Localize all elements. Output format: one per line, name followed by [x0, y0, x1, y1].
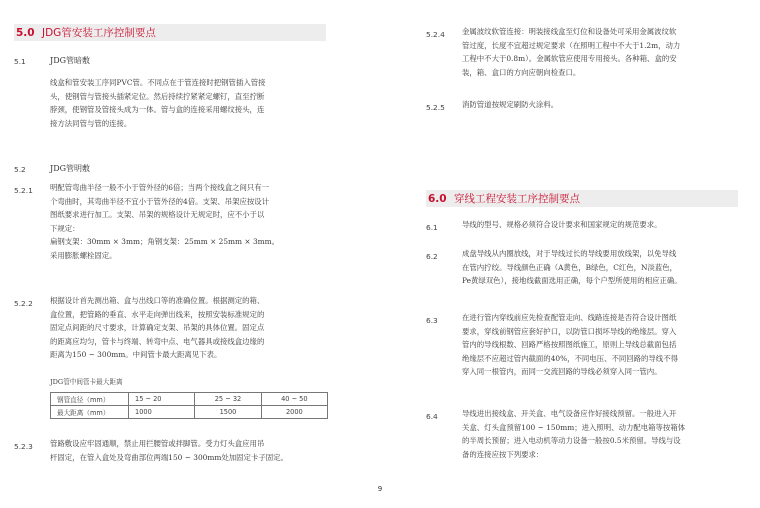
item-number: 6.2 [426, 252, 438, 261]
text-line: 导线进出接线盒、开关盒、电气设备应作好接线预留。一般进入开 [462, 409, 677, 418]
text-line: 导线的型号、规格必须符合设计要求和国家规定的规范要求。 [462, 220, 662, 229]
table-cell: 钢管直径（mm） [51, 393, 129, 406]
table-cell: 2000 [261, 406, 327, 419]
item-number: 5.2.1 [14, 186, 33, 195]
text-line: 接方法同管与管的连接。 [50, 118, 132, 128]
text-line: 绝缘层不应超过管内截面的40%，不同电压、不同回路的导线不得 [462, 353, 678, 363]
text-line: 根据设计首先测出箱、盒与出线口等的准确位置。根据测定的箱、 [50, 296, 265, 305]
text-line: 杆固定，在管入盒处及弯曲部位两端150 ~ 300mm处加固定卡子固定。 [50, 452, 288, 462]
text-line: 明配管弯曲半径一般不小于管外径的6倍；当两个接线盒之间只有一 [50, 183, 270, 192]
item-title: JDG管明敷 [50, 164, 91, 173]
text-line: 在管内拧绞。导线颜色正确（A黄色，B绿色，C红色，N淡蓝色， [462, 262, 678, 272]
table-row [51, 406, 328, 419]
table-cell: 40 ~ 50 [261, 393, 327, 406]
text-line: 金属波纹软管连接：明装接线盒至灯位和设备处可采用金属波纹软 [462, 27, 677, 36]
table-title: JDG管中间管卡最大距离 [50, 378, 123, 386]
text-line: 盒位置，把管路的垂直、水平走向弹出线来，按照安装标准规定的 [50, 309, 265, 319]
page-number: 9 [377, 485, 383, 493]
text-line: 备的连接应按下列要求： [462, 449, 544, 459]
text-line: 关盒、灯头盒预留100 ~ 150mm；进入照明、动力配电箱等按箱体 [462, 422, 686, 432]
text-line: 固定点间距的尺寸要求，计算确定支架、吊架的具体位置。固定点 [50, 323, 265, 333]
item-number: 5.2.5 [426, 103, 445, 112]
text-line: 头，使钢管与管接头插紧定位。然后持续拧紧紧定螺钉，直至拧断 [50, 91, 265, 101]
item-title: JDG管暗敷 [50, 56, 91, 65]
text-line: Pe黄绿双色），接地线截面选用正确，每个户型所使用的相应正确。 [462, 276, 682, 286]
table-row [51, 393, 328, 406]
section-6-title: 穿线工程安装工序控制要点 [454, 193, 580, 205]
table-cell: 25 ~ 32 [195, 393, 261, 406]
item-number: 6.4 [426, 412, 438, 421]
text-line: 脖颈，使钢管及管接头成为一体。管与盒的连接采用螺纹接头，连 [50, 105, 265, 115]
text-line: 工程中不大于0.8m）。金属软管应使用专用接头。各种箱、盒的安 [462, 54, 677, 64]
text-line: 个弯曲时，其弯曲半径不宜小于管外径的4倍。支架、吊架应按设计 [50, 196, 270, 206]
section-5-header [14, 24, 326, 41]
text-line: 线盒和管安装工序同PVC管。不同点在于管连接时把钢管插入管接 [50, 78, 266, 87]
text-line: 扁钢支架：30mm × 3mm；角钢支架：25mm × 25mm × 3mm。 [50, 237, 280, 247]
table-cell: 15 ~ 20 [129, 393, 195, 406]
item-number: 5.2.2 [14, 299, 33, 308]
spacing-table [50, 392, 328, 419]
table-cell: 1500 [195, 406, 261, 419]
text-line: 下规定： [50, 223, 80, 233]
text-line: 在进行管内穿线前应先检查配管走向、线路连接是否符合设计图纸 [462, 313, 677, 322]
item-number: 5.1 [14, 57, 26, 66]
table-cell: 最大距离（mm） [51, 406, 129, 419]
text-line: 距离为150 ~ 300mm。中间管卡最大距离见下表。 [50, 350, 222, 360]
text-line: 消防管道按规定刷防火涂料。 [462, 100, 559, 109]
item-number: 5.2.4 [426, 30, 445, 39]
text-line: 管过度，长度不宜超过规定要求（在照明工程中不大于1.2m，动力 [462, 40, 681, 50]
text-line: 管内的导线根数、回路严格按照图纸施工，原则上导线总截面包括 [462, 340, 677, 350]
item-number: 5.2 [14, 165, 26, 174]
section-6-header [426, 190, 738, 207]
section-5-title: JDG管安装工序控制要点 [42, 27, 156, 39]
text-line: 管路敷设应牢固通顺，禁止用拦腰管或拌脚管。受力灯头盒应用吊 [50, 439, 265, 448]
text-line: 成盘导线从内圈放线，对于导线过长的导线要用放线架，以免导线 [462, 249, 677, 258]
paragraph-5-1 [50, 76, 350, 130]
text-line: 要求，穿线前钢管应套好护口，以防管口损坏导线的绝缘层。穿入 [462, 326, 677, 336]
text-line: 的半周长预留；进入电动机等动力设备一般按0.5米预留。导线与设 [462, 436, 681, 446]
item-number: 6.1 [426, 223, 438, 232]
section-6-number: 6.0 [428, 192, 447, 205]
text-line: 采用膨胀螺栓固定。 [50, 250, 117, 260]
text-line: 的距离应均匀，管卡与终端、转弯中点、电气器具或接线盒边缘的 [50, 336, 265, 346]
section-5-number: 5.0 [16, 26, 35, 39]
item-number: 6.3 [426, 316, 438, 325]
table-cell: 1000 [129, 406, 195, 419]
item-number: 5.2.3 [14, 442, 33, 451]
text-line: 装，箱、盒口的方向应朝向检查口。 [462, 67, 581, 77]
text-line: 图纸要求进行加工。支架、吊架的规格设计无规定时，应不小于以 [50, 210, 265, 220]
text-line: 穿入同一根管内，而同一交流回路的导线必须穿入同一管内。 [462, 367, 662, 377]
